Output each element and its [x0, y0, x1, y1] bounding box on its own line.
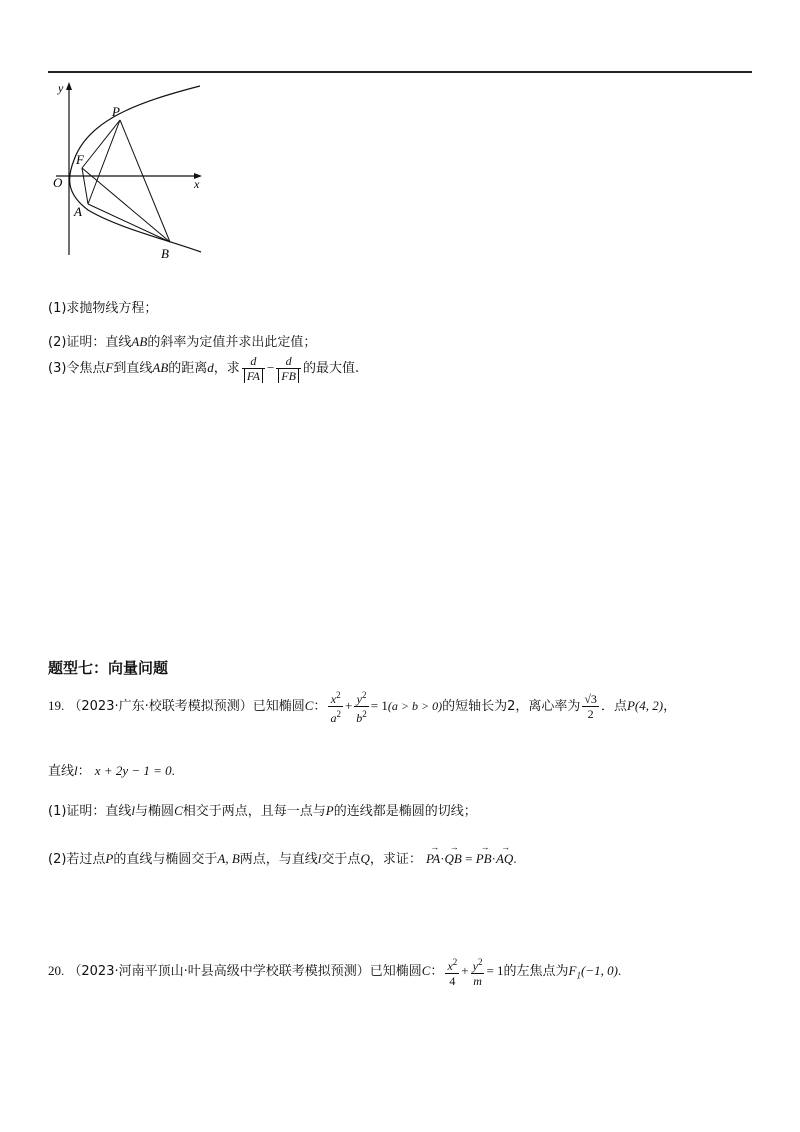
label-B: B [161, 246, 169, 261]
fraction-x2-4: $\frac{x^2}{4}$ [447, 957, 458, 988]
segment-AB [88, 204, 170, 242]
fraction-y2-m: $\frac{y^2}{m}$ [472, 957, 483, 988]
label-P: P [112, 104, 120, 119]
label-x: x [194, 177, 200, 191]
vector-identity: PA →·QB → = PB →·AQ → [426, 851, 513, 866]
q18-part1: (1)求抛物线方程； [48, 301, 158, 316]
y-axis-arrow [66, 82, 72, 90]
fraction-x2-a2: $\frac{x^2}{a^2}$ [330, 690, 341, 725]
fraction-d-over-FA: $\frac{d}{FA}$ [242, 354, 265, 383]
q19-line-def: 直线l： x + 2y − 1 = 0. [48, 763, 175, 779]
q18-part3: (3)令焦点F到直线AB的距离d，求 $\frac{d}{FA}$ − $\frac{d}{FB}$ 的最大值. [48, 354, 360, 383]
label-O: O [53, 175, 63, 190]
q19-part1: (1)证明：直线l与椭圆C相交于两点，且每一点与P的连线都是椭圆的切线； [48, 803, 477, 819]
parabola-curve [70, 86, 201, 252]
segment-FA [82, 168, 88, 204]
label-F: F [76, 152, 84, 167]
section-title: 题型七：向量问题 [48, 659, 169, 677]
q18-part2: (2)证明：直线AB的斜率为定值并求出此定值； [48, 334, 317, 350]
fraction-d-over-FB: $\frac{d}{FB}$ [276, 354, 301, 383]
parabola-figure [48, 80, 218, 265]
fraction-y2-b2: $\frac{y^2}{b^2}$ [356, 690, 367, 725]
segment-FB [82, 168, 170, 242]
q19-stem: 19. （2023·广东·校联考模拟预测）已知椭圆C： $\frac{x^2}{a^2}$ + $\frac{y^2}{b^2}$ = 1(a > b > 0)的短轴长为2，离心率为 $\frac{√3}{2}$ ．点P(4, 2)， [48, 690, 677, 725]
label-y: y [58, 81, 64, 95]
fraction-eccentricity: $\frac{√3}{2}$ [584, 692, 597, 721]
segment-FP [82, 120, 120, 168]
label-A: A [74, 204, 82, 219]
top-rule [48, 71, 752, 73]
q19-part2: (2)若过点P的直线与椭圆交于A, B两点，与直线l交于点Q，求证： PA →·QB → = PB →·AQ →. [48, 848, 517, 867]
focus-label: $F_1(-1$, 0) [568, 963, 618, 981]
q20-stem: 20. （2023·河南平顶山·叶县高级中学校联考模拟预测）已知椭圆C： $\frac{x^2}{4}$ + $\frac{y^2}{m}$ = 1的左焦点为$F_1(-1$, 0). [48, 957, 622, 988]
segment-PB [120, 120, 170, 242]
